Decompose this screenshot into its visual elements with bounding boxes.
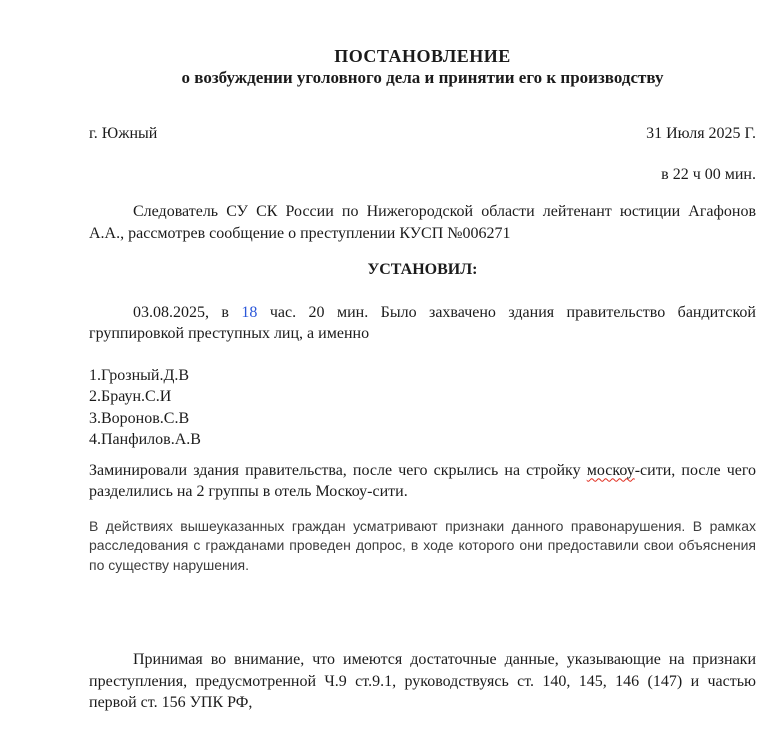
investigator-paragraph: Следователь СУ СК России по Нижегородской области лейтенант юстиции Агафонов А.А., рассмотрев сообщение о преступлении КУСП №006271 — [89, 203, 756, 242]
incident-text-after-hour: час. 20 мин. Было захвачено здания правительство бандитской группировкой преступных лиц, а именно — [89, 303, 756, 342]
mining-text-after: -сити, после чего разделились на 2 группы в отель Москоу-сити. — [89, 461, 757, 500]
mining-text-before: Заминировали здания правительства, после чего скрылись на стройку — [89, 461, 587, 479]
suspect-item-1: 1.Грозный.Д.В — [89, 366, 190, 384]
date-label: 31 Июля 2025 Г. — [646, 125, 756, 142]
city-date-row — [89, 123, 756, 144]
time-label: в 22 ч 00 мин. — [661, 166, 756, 183]
misspelled-word-spellcheck[interactable]: москоу — [586, 461, 635, 479]
annotation-paragraph: В действиях вышеуказанных граждан усматривают признаки данного правонарушения. В рамках расследования с гражданами проведен допрос, в ходе которого они предоставили свои объяснения по существу нарушения. — [89, 517, 756, 573]
city-label: г. Южный — [89, 125, 158, 142]
document-title: ПОСТАНОВЛЕНИЕ — [334, 46, 511, 66]
conclusion-paragraph: Принимая во внимание, что имеются достаточные данные, указывающие на признаки преступления, предусмотренной Ч.9 ст.9.1, руководствуясь ст. 140, 145, 146 (147) и частью первой ст. 156 УПК РФ, — [89, 651, 756, 711]
suspects-list — [89, 365, 756, 451]
suspect-item-2: 2.Браун.С.И — [89, 388, 172, 405]
suspect-item-3: 3.Воронов.С.В — [89, 409, 190, 427]
incident-text-before-hour: 03.08.2025, в — [133, 303, 242, 321]
incident-hour-edited-value[interactable]: 18 — [241, 303, 258, 321]
established-heading: УСТАНОВИЛ: — [367, 261, 478, 278]
mining-paragraph — [89, 460, 756, 503]
incident-paragraph — [89, 302, 756, 345]
document-subtitle: о возбуждении уголовного дела и принятии его к производству — [181, 68, 664, 87]
suspect-item-4: 4.Панфилов.А.В — [89, 431, 201, 448]
